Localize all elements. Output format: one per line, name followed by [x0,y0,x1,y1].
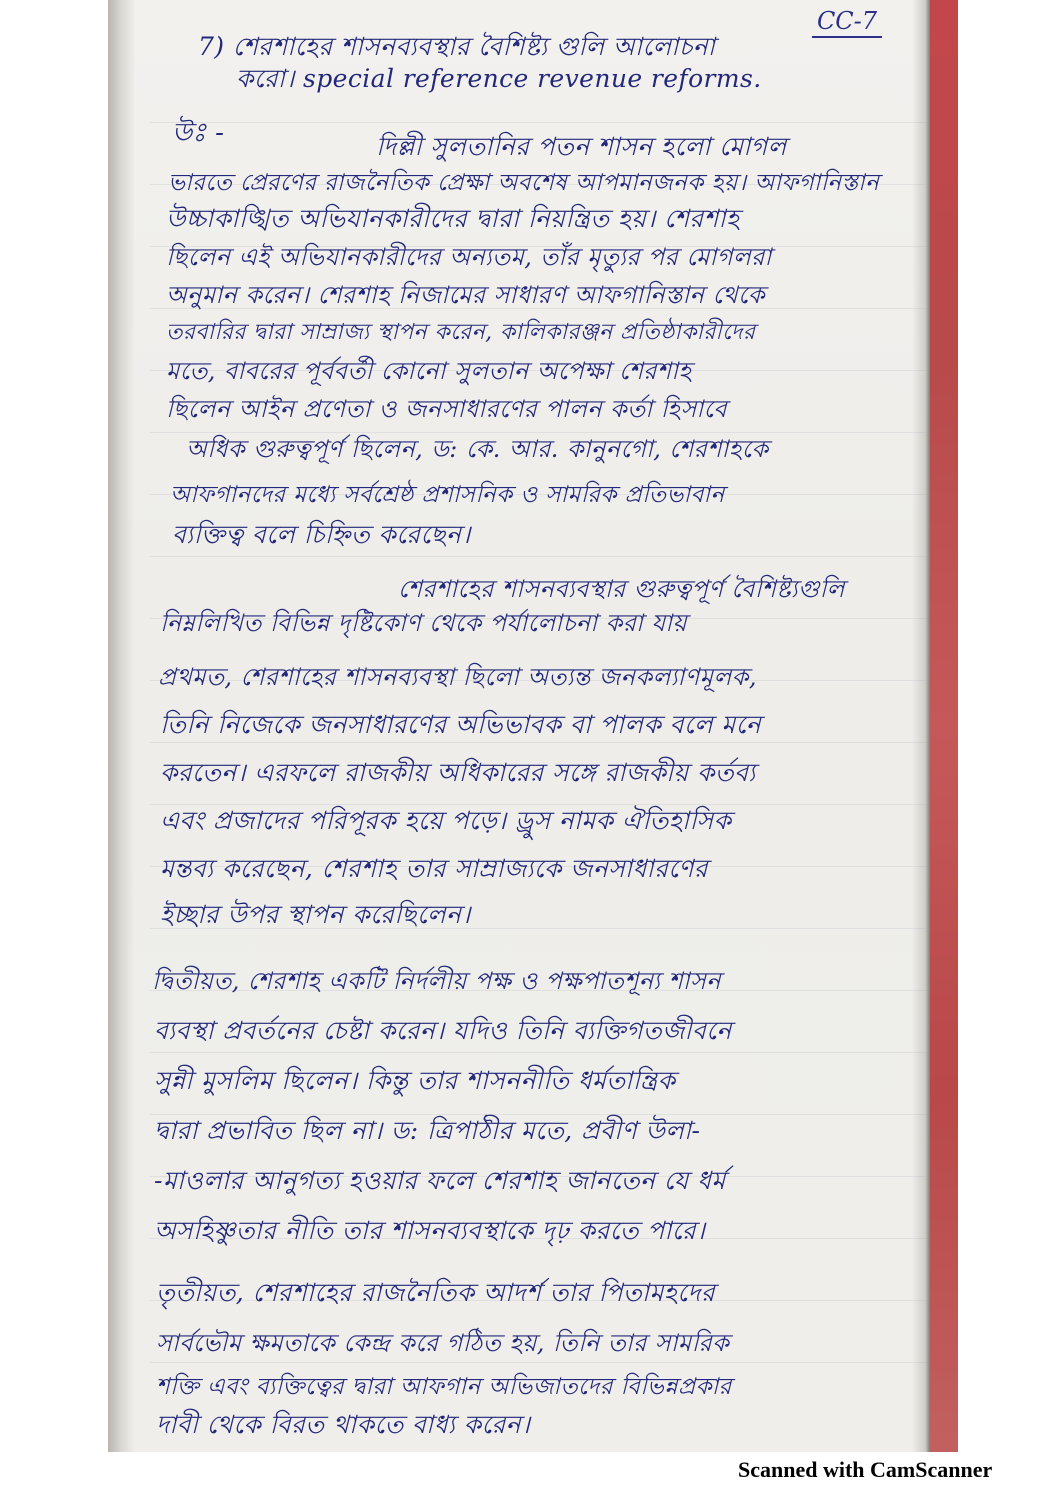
paragraph-line: ব্যবস্থা প্রবর্তনের চেষ্টা করেন। যদিও তিনি ব্যক্তিগতজীবনে [154,1016,732,1045]
paragraph-line: মন্তব্য করেছেন, শেরশাহ তার সাম্রাজ্যকে জনসাধারণের [160,854,708,883]
page-binding-shadow [108,0,134,1452]
paragraph-line: আফগানদের মধ্যে সর্বশ্রেষ্ঠ প্রশাসনিক ও সামরিক প্রতিভাবান [170,482,725,508]
paragraph-line: তৃতীয়ত, শেরশাহের রাজনৈতিক আদর্শ তার পিতামহদের [156,1278,716,1307]
paragraph-line: অনুমান করেন। শেরশাহ নিজামের সাধারণ আফগানিস্তান থেকে [166,281,765,309]
question-line: 7) শেরশাহের শাসনব্যবস্থার বৈশিষ্ট্য গুলি আলোচনা [198,32,716,61]
question-line: করো। special reference revenue reforms. [236,64,762,93]
paragraph-line: সার্বভৌম ক্ষমতাকে কেন্দ্র করে গঠিত হয়, তিনি তার সামরিক [156,1329,730,1357]
table-background [930,0,958,1452]
page-code: CC-7 [812,6,882,38]
paragraph-line: নিম্নলিখিত বিভিন্ন দৃষ্টিকোণ থেকে পর্যালোচনা করা যায় [160,609,688,637]
paragraph-line: ইচ্ছার উপর স্থাপন করেছিলেন। [160,900,471,929]
paragraph-line: দ্বিতীয়ত, শেরশাহ একটি নির্দলীয় পক্ষ ও পক্ষপাতশূন্য শাসন [152,967,721,995]
paragraph-line: উচ্চাকাঙ্খিত অভিযানকারীদের দ্বারা নিয়ন্ত্রিত হয়। শেরশাহ [166,204,740,233]
paragraph-line: মতে, বাবরের পূর্ববর্তী কোনো সুলতান অপেক্ষা শেরশাহ [166,357,692,385]
paragraph-line: শক্তি এবং ব্যক্তিত্বের দ্বারা আফগান অভিজাতদের বিভিন্নপ্রকার [156,1374,732,1400]
paragraph-line: ছিলেন আইন প্রণেতা ও জনসাধারণের পালন কর্তা হিসাবে [166,395,728,423]
answer-label: উঃ - [172,118,225,148]
paragraph-line: করতেন। এরফলে রাজকীয় অধিকারের সঙ্গে রাজকীয় কর্তব্য [160,758,756,787]
paragraph-line: -মাওলার আনুগত্য হওয়ার ফলে শেরশাহ জানতেন যে ধর্ম [154,1166,726,1195]
paragraph-line: ছিলেন এই অভিযানকারীদের অন্যতম, তাঁর মৃত্যুর পর মোগলরা [166,243,772,271]
paragraph-line: তিনি নিজেকে জনসাধারণের অভিভাবক বা পালক বলে মনে [160,710,762,739]
paragraph-line: দ্বারা প্রভাবিত ছিল না। ড: ত্রিপাঠীর মতে, প্রবীণ উলা- [154,1116,701,1145]
scanner-watermark: Scanned with CamScanner [738,1457,993,1482]
paragraph-line: অসহিষ্ণুতার নীতি তার শাসনব্যবস্থাকে দৃঢ় করতে পারে। [154,1216,706,1245]
paragraph-line: অধিক গুরুত্বপূর্ণ ছিলেন, ড: কে. আর. কানুনগো, শেরশাহকে [186,435,769,463]
paragraph-line: দাবী থেকে বিরত থাকতে বাধ্য করেন। [156,1410,531,1439]
paragraph-line: এবং প্রজাদের পরিপূরক হয়ে পড়ে। ড্রুস নামক ঐতিহাসিক [160,806,732,835]
paragraph-line: শেরশাহের শাসনব্যবস্থার গুরুত্বপূর্ণ বৈশিষ্ট্যগুলি [398,575,845,603]
paragraph-line: ব্যক্তিত্ব বলে চিহ্নিত করেছেন। [172,520,471,549]
paragraph-line: তরবারির দ্বারা সাম্রাজ্য স্থাপন করেন, কালিকারঞ্জন প্রতিষ্ঠাকারীদের [166,320,756,345]
paragraph-line: প্রথমত, শেরশাহের শাসনব্যবস্থা ছিলো অত্যন্ত জনকল্যাণমূলক, [158,663,757,691]
paragraph-line: ভারতে প্রেরণের রাজনৈতিক প্রেক্ষা অবশেষ আপমানজনক হয়। আফগানিস্তান [168,170,880,196]
paragraph-line: দিল্লী সুলতানির পতন শাসন হলো মোগল [376,132,787,161]
paragraph-line: সুন্নী মুসলিম ছিলেন। কিন্তু তার শাসননীতি ধর্মতান্ত্রিক [154,1066,676,1095]
